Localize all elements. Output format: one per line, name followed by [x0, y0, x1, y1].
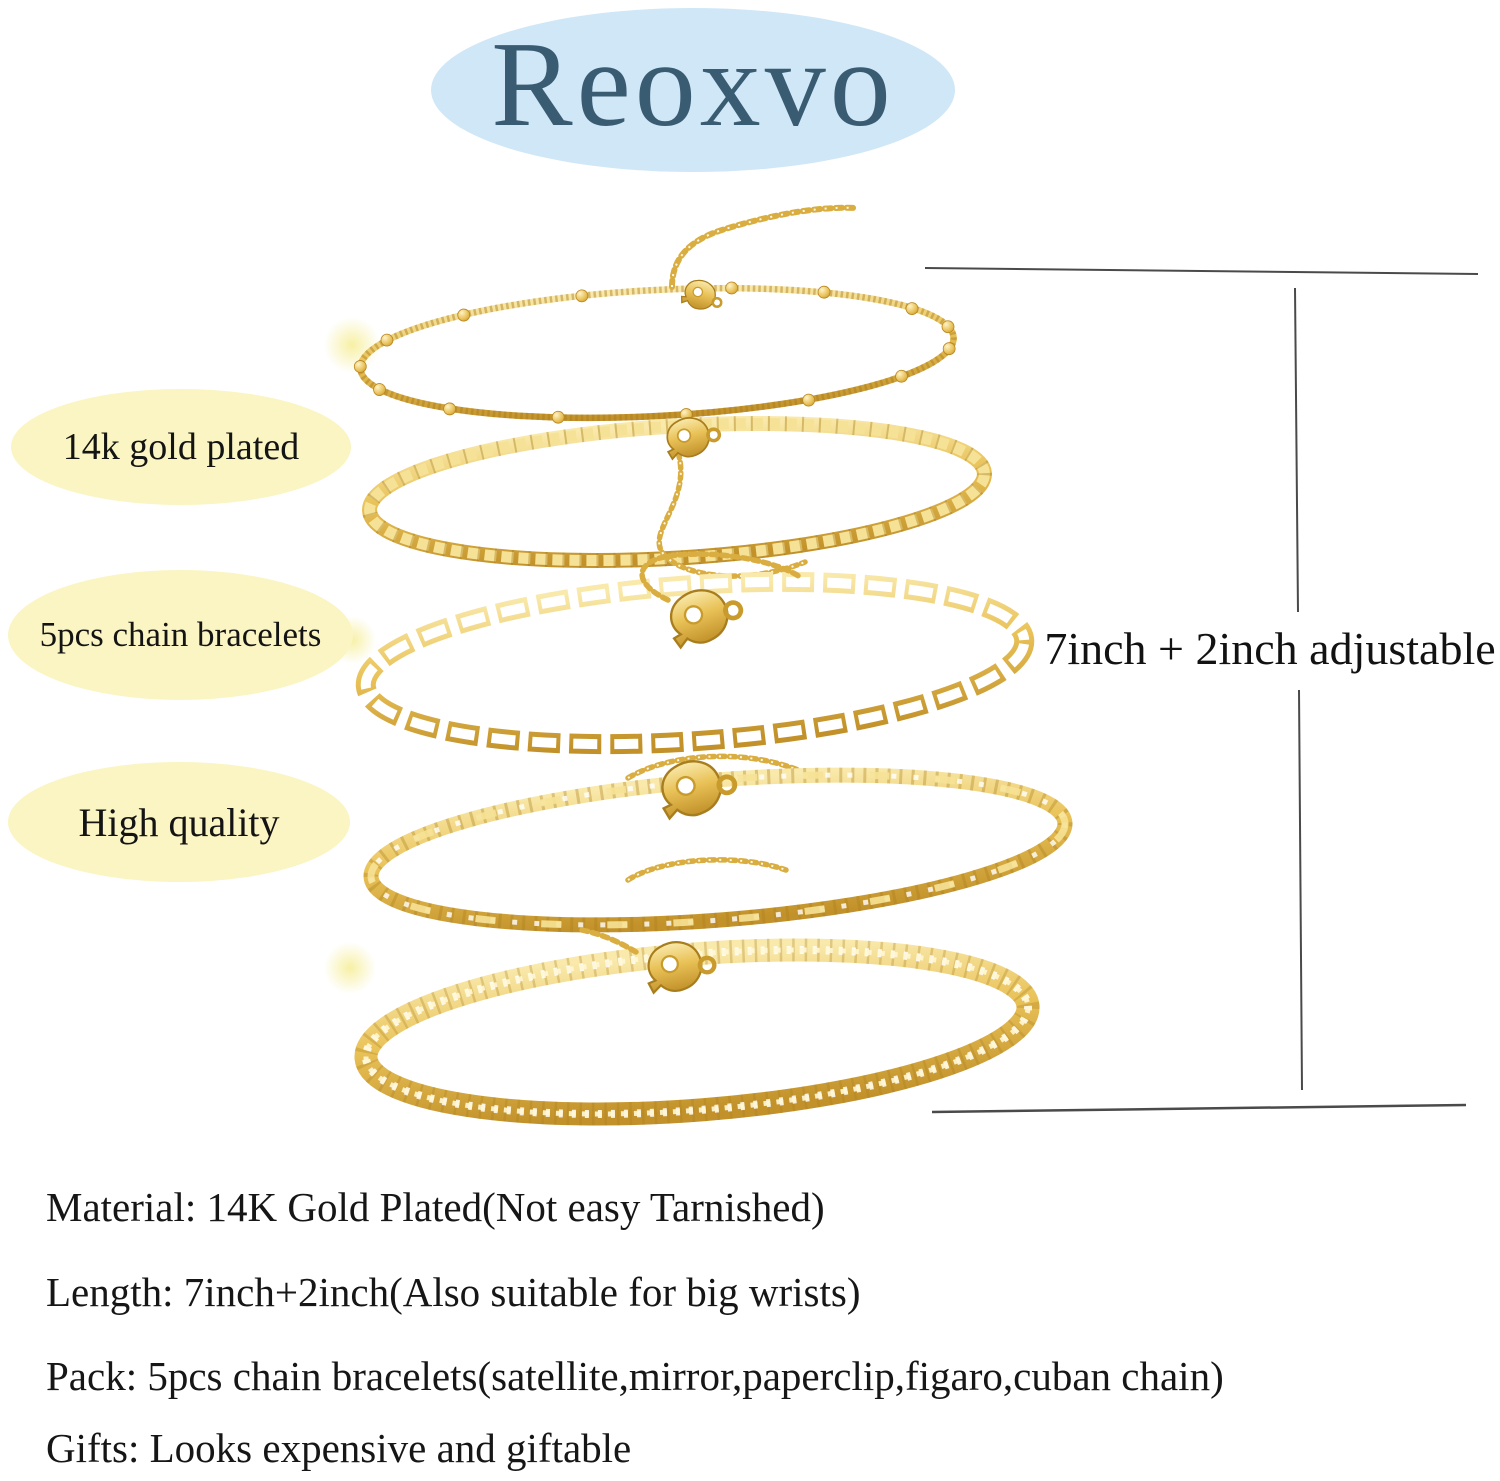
glow-spot	[324, 942, 376, 994]
detail-material: Material: 14K Gold Plated(Not easy Tarnished)	[46, 1184, 825, 1230]
brand-name: Reoxvo	[491, 17, 895, 152]
mirror-chain-bracelet	[366, 407, 989, 576]
satellite-chain-bracelet	[351, 208, 958, 438]
callout-gold-plated	[11, 389, 351, 505]
measure-top-line	[925, 268, 1478, 274]
detail-length: Length: 7inch+2inch(Also suitable for big wrists)	[46, 1269, 861, 1315]
callout-label: 14k gold plated	[62, 426, 300, 468]
glow-spot	[324, 317, 380, 373]
measure-vertical-line-upper	[1295, 288, 1298, 612]
extender-chain	[582, 930, 636, 952]
measure-vertical-line-lower	[1299, 690, 1302, 1090]
callout-high-quality	[8, 762, 350, 882]
measurement-label: 7inch + 2inch adjustable	[1044, 623, 1496, 674]
paperclip-chain-bracelet	[360, 554, 1029, 778]
figaro-chain-bracelet	[366, 751, 1071, 947]
callout-label: High quality	[78, 799, 280, 845]
extender-chain	[672, 208, 855, 287]
detail-pack: Pack: 5pcs chain bracelets(satellite,mirror,paperclip,figaro,cuban chain)	[46, 1353, 1224, 1399]
callout-label: 5pcs chain bracelets	[39, 615, 322, 654]
callout-5pcs	[8, 570, 353, 700]
brand-badge	[431, 8, 955, 172]
cuban-chain-bracelet	[360, 928, 1034, 1136]
lobster-clasp	[680, 277, 726, 315]
measure-bottom-line	[932, 1105, 1466, 1112]
detail-gifts: Gifts: Looks expensive and giftable	[46, 1425, 632, 1471]
